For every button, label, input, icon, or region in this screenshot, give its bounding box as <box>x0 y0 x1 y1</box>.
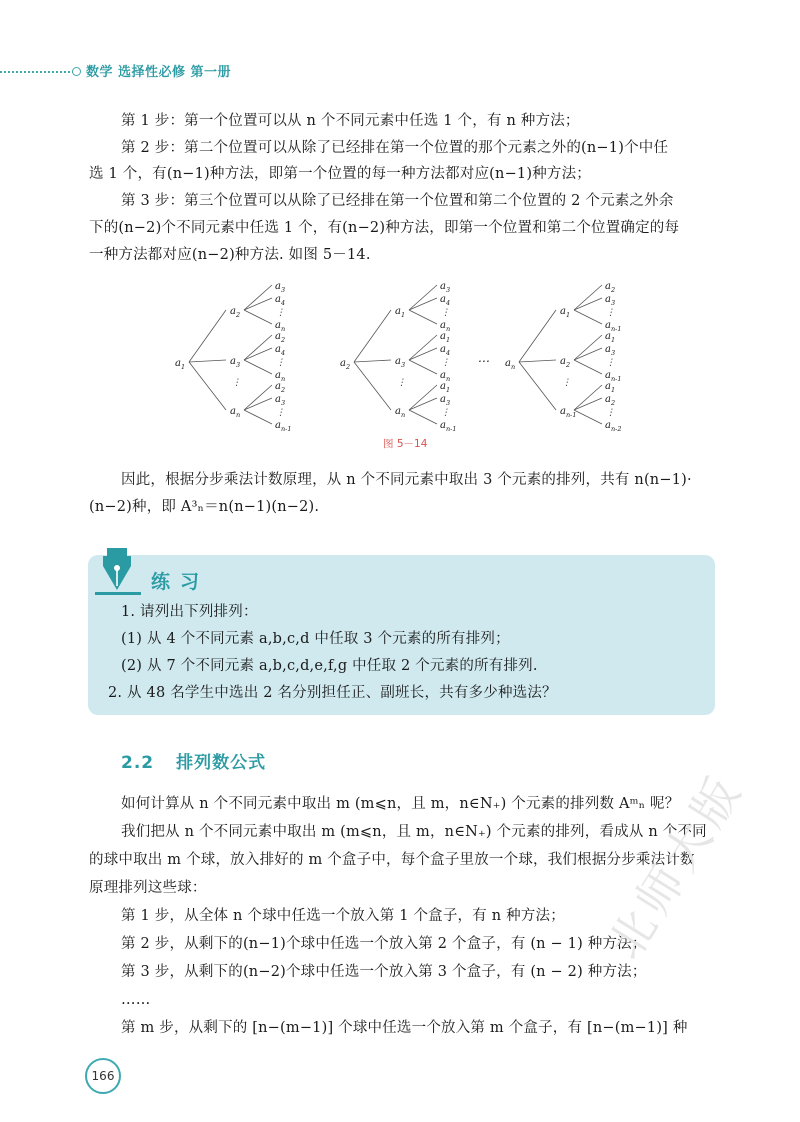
tree-branch <box>244 398 272 410</box>
tree-branch <box>354 362 391 410</box>
tree-leaf-node: $a_{n-1}$ <box>605 370 622 383</box>
tree-leaf-node: $a_n$ <box>275 370 286 383</box>
tree-mid-ellipsis: ⋮ <box>232 378 241 388</box>
tree-branch <box>189 360 226 362</box>
tree-branch <box>409 310 437 324</box>
tree-mid-ellipsis: ⋮ <box>397 378 406 388</box>
tree-leaf-ellipsis: ⋮ <box>441 308 450 318</box>
tree-branch <box>189 362 226 410</box>
body-line-4: 原理排列这些球： <box>89 880 207 896</box>
tree-mid-node: $a_n$ <box>395 406 406 419</box>
tree-leaf-node: $a_2$ <box>605 394 616 407</box>
tree-branch <box>519 310 556 362</box>
tree-mid-node: $a_3$ <box>230 356 241 369</box>
tree-branch <box>244 298 272 310</box>
tree-leaf-node: $a_1$ <box>440 331 451 344</box>
tree-leaf-node: $a_4$ <box>440 344 451 357</box>
tree-leaf-node: $a_2$ <box>605 281 616 294</box>
tree-leaf-ellipsis: ⋮ <box>441 408 450 418</box>
tree-mid-node: $a_n$ <box>230 406 241 419</box>
tree-branch <box>409 348 437 360</box>
tree-mid-node: $a_3$ <box>395 356 406 369</box>
tree-between-ellipsis: ⋯ <box>477 354 489 368</box>
tree-branch <box>409 385 437 410</box>
tree-leaf-node: $a_4$ <box>440 294 451 307</box>
tree-leaf-node: $a_2$ <box>275 331 286 344</box>
publisher-watermark: 北师大版 <box>597 763 754 969</box>
tree-branch <box>244 285 272 310</box>
tree-branch <box>574 310 602 324</box>
tree-leaf-node: $a_3$ <box>440 281 451 294</box>
tree-leaf-ellipsis: ⋮ <box>276 308 285 318</box>
tree-branch <box>244 348 272 360</box>
exercise-item-1b: (2) 从 7 个不同元素 a,b,c,d,e,f,g 中任取 2 个元素的所有排列. <box>121 658 538 674</box>
tree-leaf-ellipsis: ⋮ <box>276 408 285 418</box>
tree-mid-node: $a_2$ <box>560 356 571 369</box>
tree-leaf-node: $a_n$ <box>440 370 451 383</box>
tree-mid-node: $a_1$ <box>395 306 406 319</box>
intro-line-3: 选 1 个，有(n−1)种方法，即第一个位置的每一种方法都对应(n−1)种方法； <box>89 166 591 182</box>
exercise-item-2: 2. 从 48 名学生中选出 2 名分别担任正、副班长，共有多少种选法？ <box>108 685 557 701</box>
exercise-title: 练习 <box>151 571 210 593</box>
tree-branch <box>354 360 391 362</box>
tree-leaf-node: $a_{n-1}$ <box>605 320 622 333</box>
tree-branch <box>189 310 226 362</box>
tree-leaf-ellipsis: ⋮ <box>606 358 615 368</box>
tree-root-node: $a_n$ <box>505 358 516 371</box>
tree-leaf-ellipsis: ⋮ <box>441 358 450 368</box>
tree-branch <box>244 310 272 324</box>
tree-branch <box>244 410 272 424</box>
running-header: 数学 选择性必修 第一册 <box>86 65 232 80</box>
intro-line-5: 下的(n−2)个不同元素中任选 1 个，有(n−2)种方法，即第一个位置和第二个位置确定的每 <box>89 220 680 236</box>
tree-leaf-node: $a_3$ <box>605 344 616 357</box>
body-line-9: 第 m 步，从剩下的 [n−(m−1)] 个球中任选一个放入第 m 个盒子，有 [n−(m−1)] 种 <box>121 1020 688 1036</box>
exercise-item-1a: (1) 从 4 个不同元素 a,b,c,d 中任取 3 个元素的所有排列； <box>121 631 510 647</box>
tree-branch <box>244 335 272 360</box>
body-line-1: 如何计算从 n 个不同元素中取出 m (m⩽n，且 m，n∈N₊) 个元素的排列数 Aᵐₙ 呢？ <box>121 796 680 812</box>
tree-branch <box>409 398 437 410</box>
exercise-underline <box>95 592 141 595</box>
pen-nib-icon <box>97 546 137 592</box>
conclusion-line-2: (n−2)种，即 A³ₙ＝n(n−1)(n−2). <box>89 499 320 515</box>
tree-mid-ellipsis: ⋮ <box>562 378 571 388</box>
tree-root-node: $a_1$ <box>175 358 186 371</box>
tree-leaf-node: $a_2$ <box>275 381 286 394</box>
body-line-8: …… <box>121 992 151 1008</box>
conclusion-line-1: 因此，根据分步乘法计数原理，从 n 个不同元素中取出 3 个元素的排列，共有 n(n−1)· <box>121 472 692 488</box>
tree-leaf-node: $a_{n-2}$ <box>605 420 622 433</box>
body-line-5: 第 1 步，从全体 n 个球中任选一个放入第 1 个盒子，有 n 种方法； <box>121 908 565 924</box>
intro-line-4: 第 3 步：第三个位置可以从除了已经排在第一个位置和第二个位置的 2 个元素之外余 <box>121 193 674 209</box>
body-line-6: 第 2 步，从剩下的(n−1)个球中任选一个放入第 2 个盒子，有 (n − 1) 种方法； <box>121 936 647 952</box>
tree-leaf-ellipsis: ⋮ <box>606 308 615 318</box>
tree-branch <box>574 398 602 410</box>
page-number: 166 <box>85 1058 121 1094</box>
tree-branch <box>519 362 556 410</box>
body-line-2: 我们把从 n 个不同元素中取出 m (m⩽n，且 m，n∈N₊) 个元素的排列，看成从 n 个不同 <box>121 824 707 840</box>
tree-leaf-node: $a_4$ <box>275 344 286 357</box>
tree-branch <box>574 298 602 310</box>
tree-branch <box>574 385 602 410</box>
section-heading <box>121 748 266 773</box>
tree-leaf-node: $a_1$ <box>605 381 616 394</box>
tree-branch <box>519 360 556 362</box>
tree-branch <box>574 360 602 374</box>
tree-leaf-ellipsis: ⋮ <box>276 358 285 368</box>
tree-leaf-ellipsis: ⋮ <box>606 408 615 418</box>
tree-branch <box>409 298 437 310</box>
tree-mid-node: $a_1$ <box>560 306 571 319</box>
tree-leaf-node: $a_1$ <box>440 381 451 394</box>
tree-leaf-node: $a_1$ <box>605 331 616 344</box>
tree-branch <box>574 285 602 310</box>
tree-branch <box>409 285 437 310</box>
figure-caption: 图 5－14 <box>383 438 428 450</box>
tree-branch <box>244 360 272 374</box>
exercise-item-1: 1. 请列出下列排列： <box>121 604 258 620</box>
tree-leaf-node: $a_4$ <box>275 294 286 307</box>
tree-mid-node: $a_2$ <box>230 306 241 319</box>
tree-leaf-node: $a_3$ <box>275 281 286 294</box>
tree-branch <box>409 360 437 374</box>
tree-mid-node: $a_{n-1}$ <box>560 406 577 419</box>
tree-branch <box>409 335 437 360</box>
tree-leaf-node: $a_n$ <box>275 320 286 333</box>
tree-branch <box>574 348 602 360</box>
tree-branch <box>354 310 391 362</box>
intro-line-2: 第 2 步：第二个位置可以从除了已经排在第一个位置的那个元素之外的(n−1)个中任 <box>121 140 669 156</box>
tree-root-node: $a_2$ <box>340 358 351 371</box>
tree-leaf-node: $a_{n-1}$ <box>440 420 457 433</box>
tree-leaf-node: $a_n$ <box>440 320 451 333</box>
tree-diagram-figure <box>0 0 800 440</box>
tree-branch <box>244 385 272 410</box>
tree-branch <box>574 410 602 424</box>
body-line-7: 第 3 步，从剩下的(n−2)个球中任选一个放入第 3 个盒子，有 (n − 2) 种方法； <box>121 964 647 980</box>
tree-leaf-node: $a_3$ <box>275 394 286 407</box>
tree-branch <box>409 410 437 424</box>
body-line-3: 的球中取出 m 个球，放入排好的 m 个盒子中，每个盒子里放一个球，我们根据分步乘法计数 <box>89 852 695 868</box>
tree-branch <box>574 335 602 360</box>
tree-leaf-node: $a_3$ <box>605 294 616 307</box>
tree-leaf-node: $a_{n-1}$ <box>275 420 292 433</box>
intro-line-1: 第 1 步：第一个位置可以从 n 个不同元素中任选 1 个，有 n 种方法； <box>121 113 580 129</box>
intro-line-6: 一种方法都对应(n−2)种方法. 如图 5－14. <box>89 247 371 263</box>
tree-leaf-node: $a_3$ <box>440 394 451 407</box>
section-number: 2.2 <box>121 753 155 773</box>
section-title: 排列数公式 <box>176 753 267 773</box>
